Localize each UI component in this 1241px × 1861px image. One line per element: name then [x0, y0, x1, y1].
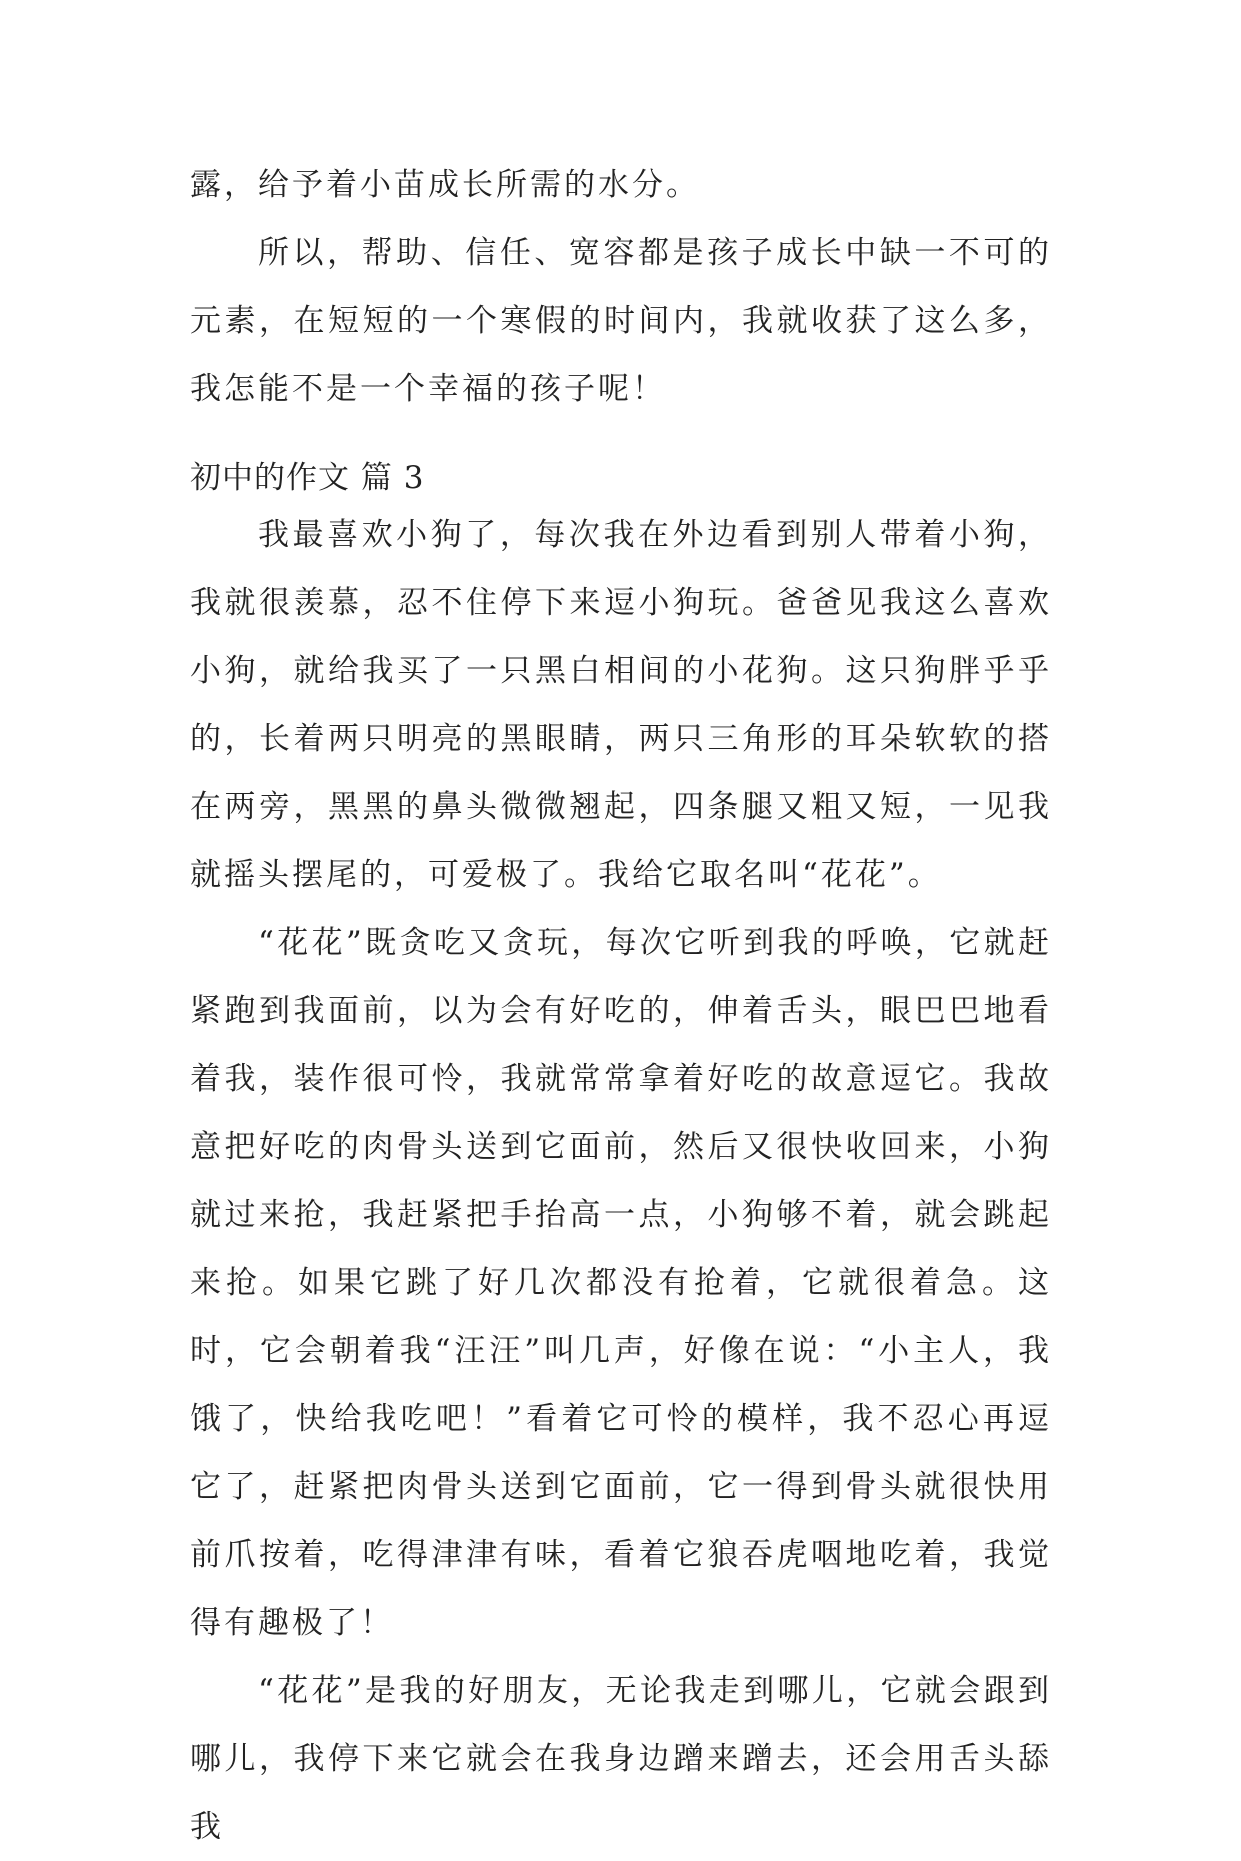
paragraph: “花花”是我的好朋友，无论我走到哪儿，它就会跟到哪儿，我停下来它就会在我身边蹭来蹭去，还会用舌头舔我 [190, 1673, 1052, 1845]
essay-body [190, 501, 1052, 1861]
section-heading: 初中的作文 篇 3 [190, 460, 425, 496]
paragraph: 露，给予着小苗成长所需的水分。 [190, 167, 700, 203]
paragraph: “花花”既贪吃又贪玩，每次它听到我的呼唤，它就赶紧跑到我面前，以为会有好吃的，伸着舌头，眼巴巴地看着我，装作很可怜，我就常常拿着好吃的故意逗它。我故意把好吃的肉骨头送到它面前，然后又很快收回来，小狗就过来抢，我赶紧把手抬高一点，小狗够不着，就会跳起来抢。如果它跳了好几次都没有抢着，它就很着急。这时，它会朝着我“汪汪”叫几声，好像在说：“小主人，我饿了，快给我吃吧！”看着它可怜的模样，我不忍心再逗它了，赶紧把肉骨头送到它面前，它一得到骨头就很快用前爪按着，吃得津津有味，看着它狼吞虎咽地吃着，我觉得有趣极了！ [190, 925, 1052, 1641]
paragraph: 所以，帮助、信任、宽容都是孩子成长中缺一不可的元素，在短短的一个寒假的时间内，我就收获了这么多，我怎能不是一个幸福的孩子呢！ [190, 235, 1052, 407]
previous-section-ending [190, 151, 1052, 423]
paragraph: 我最喜欢小狗了，每次我在外边看到别人带着小狗，我就很羡慕，忍不住停下来逗小狗玩。爸爸见我这么喜欢小狗，就给我买了一只黑白相间的小花狗。这只狗胖乎乎的，长着两只明亮的黑眼睛，两只三角形的耳朵软软的搭在两旁，黑黑的鼻头微微翘起，四条腿又粗又短，一见我就摇头摆尾的，可爱极了。我给它取名叫“花花”。 [190, 517, 1052, 893]
